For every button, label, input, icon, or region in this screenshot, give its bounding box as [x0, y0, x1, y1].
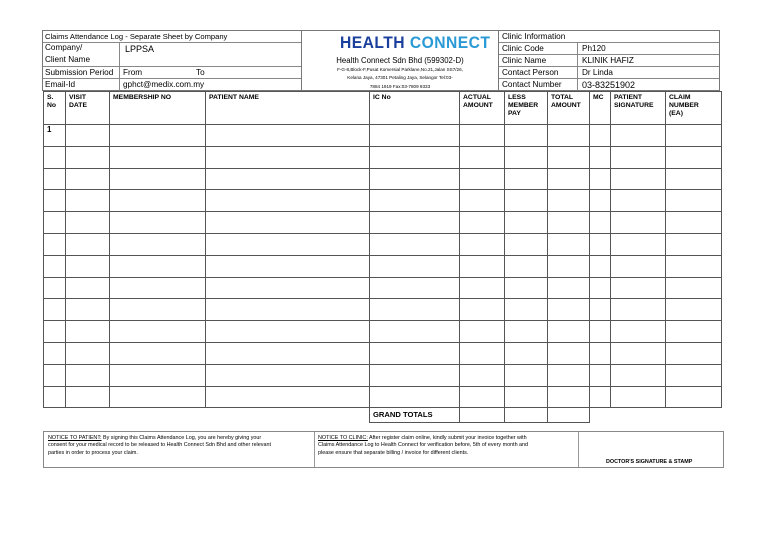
- cell-claim-number[interactable]: [666, 299, 722, 321]
- cell-mc[interactable]: [590, 299, 611, 321]
- brand-block: [302, 30, 498, 91]
- cell-membership-no[interactable]: [110, 364, 206, 386]
- cell-s-no[interactable]: [44, 342, 66, 364]
- cell-actual-amount[interactable]: [460, 233, 505, 255]
- cell-patient-name[interactable]: [206, 190, 370, 212]
- cell-claim-number[interactable]: [666, 277, 722, 299]
- cell-membership-no[interactable]: [110, 386, 206, 408]
- cell-less-member-pay[interactable]: [505, 125, 548, 147]
- cell-total-amount[interactable]: [548, 321, 590, 343]
- cell-ic-no[interactable]: [370, 277, 460, 299]
- cell-less-member-pay[interactable]: [505, 364, 548, 386]
- column-header-total-amount: TOTAL AMOUNT: [548, 92, 590, 125]
- cell-visit-date[interactable]: [66, 190, 110, 212]
- cell-total-amount[interactable]: [548, 212, 590, 234]
- cell-patient-signature[interactable]: [611, 212, 666, 234]
- cell-less-member-pay[interactable]: [505, 190, 548, 212]
- cell-mc[interactable]: [590, 342, 611, 364]
- column-header-mc: MC: [590, 92, 611, 125]
- cell-total-amount[interactable]: [548, 233, 590, 255]
- cell-total-amount[interactable]: [548, 125, 590, 147]
- cell-visit-date[interactable]: [66, 255, 110, 277]
- client-label: Client Name: [45, 55, 91, 64]
- cell-membership-no[interactable]: [110, 146, 206, 168]
- cell-ic-no[interactable]: [370, 299, 460, 321]
- cell-s-no[interactable]: [44, 299, 66, 321]
- cell-ic-no[interactable]: [370, 255, 460, 277]
- company-value: LPPSA: [125, 44, 155, 54]
- cell-claim-number[interactable]: [666, 146, 722, 168]
- clinic-info-block: [498, 30, 720, 91]
- cell-patient-name[interactable]: [206, 342, 370, 364]
- cell-total-amount[interactable]: [548, 277, 590, 299]
- cell-mc[interactable]: [590, 125, 611, 147]
- cell-patient-signature[interactable]: [611, 277, 666, 299]
- column-header-actual-amount: ACTUAL AMOUNT: [460, 92, 505, 125]
- header-left-block: [42, 30, 302, 91]
- cell-less-member-pay[interactable]: [505, 342, 548, 364]
- column-header-less-member-pay: LESS MEMBER PAY: [505, 92, 548, 125]
- cell-patient-name[interactable]: [206, 321, 370, 343]
- cell-s-no[interactable]: [44, 233, 66, 255]
- contact-number-value: 03-83251902: [582, 80, 636, 90]
- cell-visit-date[interactable]: [66, 277, 110, 299]
- table-row: [44, 364, 722, 386]
- cell-visit-date[interactable]: [66, 386, 110, 408]
- cell-s-no[interactable]: [44, 321, 66, 343]
- grand-totals-label: GRAND TOTALS: [370, 408, 460, 423]
- cell-ic-no[interactable]: [370, 212, 460, 234]
- column-header-membership-no: MEMBERSHIP NO: [110, 92, 206, 125]
- cell-mc[interactable]: [590, 364, 611, 386]
- notice-to-clinic: NOTICE TO CLINIC: After register claim online, kindly submit your invoice together with Claims Attendance Log to Health Connect for verification before, 5th of every month and please ensure that separate billing / invoice for different clients.: [318, 435, 529, 456]
- cell-less-member-pay[interactable]: [505, 277, 548, 299]
- cell-claim-number[interactable]: [666, 168, 722, 190]
- cell-mc[interactable]: [590, 233, 611, 255]
- cell-visit-date[interactable]: [66, 233, 110, 255]
- table-row: [44, 190, 722, 212]
- cell-s-no[interactable]: [44, 364, 66, 386]
- grand-totals-spacer-right: [590, 408, 722, 423]
- cell-claim-number[interactable]: [666, 342, 722, 364]
- cell-patient-signature[interactable]: [611, 386, 666, 408]
- cell-ic-no[interactable]: [370, 342, 460, 364]
- cell-total-amount[interactable]: [548, 190, 590, 212]
- cell-claim-number[interactable]: [666, 190, 722, 212]
- doctor-signature-label: DOCTOR'S SIGNATURE & STAMP: [606, 459, 693, 465]
- cell-s-no[interactable]: [44, 146, 66, 168]
- cell-claim-number[interactable]: [666, 321, 722, 343]
- cell-membership-no[interactable]: [110, 299, 206, 321]
- cell-s-no[interactable]: [44, 168, 66, 190]
- cell-mc[interactable]: [590, 190, 611, 212]
- cell-patient-name[interactable]: [206, 168, 370, 190]
- cell-membership-no[interactable]: [110, 342, 206, 364]
- cell-actual-amount[interactable]: [460, 212, 505, 234]
- submission-period-label: Submission Period: [45, 68, 114, 77]
- cell-less-member-pay[interactable]: [505, 321, 548, 343]
- cell-membership-no[interactable]: [110, 255, 206, 277]
- cell-patient-name[interactable]: [206, 299, 370, 321]
- cell-s-no[interactable]: [44, 190, 66, 212]
- table-row: [44, 386, 722, 408]
- cell-claim-number[interactable]: [666, 233, 722, 255]
- from-label: From: [123, 68, 143, 77]
- cell-membership-no[interactable]: [110, 233, 206, 255]
- cell-less-member-pay[interactable]: [505, 255, 548, 277]
- cell-total-amount[interactable]: [548, 364, 590, 386]
- cell-patient-name[interactable]: [206, 146, 370, 168]
- cell-mc[interactable]: [590, 168, 611, 190]
- cell-s-no[interactable]: [44, 386, 66, 408]
- cell-actual-amount[interactable]: [460, 342, 505, 364]
- cell-patient-signature[interactable]: [611, 233, 666, 255]
- cell-mc[interactable]: [590, 255, 611, 277]
- cell-visit-date[interactable]: [66, 299, 110, 321]
- cell-patient-signature[interactable]: [611, 321, 666, 343]
- cell-total-amount[interactable]: [548, 168, 590, 190]
- cell-patient-signature[interactable]: [611, 168, 666, 190]
- cell-membership-no[interactable]: [110, 212, 206, 234]
- cell-claim-number[interactable]: [666, 364, 722, 386]
- cell-less-member-pay[interactable]: [505, 299, 548, 321]
- cell-less-member-pay[interactable]: [505, 146, 548, 168]
- email-value: gphct@medix.com.my: [123, 80, 205, 89]
- cell-mc[interactable]: [590, 277, 611, 299]
- cell-patient-signature[interactable]: [611, 342, 666, 364]
- cell-visit-date[interactable]: [66, 212, 110, 234]
- cell-membership-no[interactable]: [110, 125, 206, 147]
- cell-visit-date[interactable]: [66, 146, 110, 168]
- total-less-member-pay[interactable]: [505, 408, 548, 423]
- company-label: Company/: [45, 43, 83, 52]
- email-label: Email-Id: [45, 80, 76, 89]
- grand-totals-row: [44, 408, 722, 423]
- cell-membership-no[interactable]: [110, 190, 206, 212]
- company-name: Health Connect Sdn Bhd (599302-D): [336, 56, 464, 65]
- table-row: [44, 146, 722, 168]
- table-row: [44, 125, 722, 147]
- cell-visit-date[interactable]: [66, 168, 110, 190]
- cell-patient-signature[interactable]: [611, 125, 666, 147]
- notice-to-patient: NOTICE TO PATIENT: By signing this Claims Attendance Log, you are hereby giving your consent for your medical record to be released to Health Connect Sdn Bhd and other relevant parties in order to process your claim.: [48, 435, 271, 456]
- contact-number-label: Contact Number: [502, 80, 562, 89]
- cell-ic-no[interactable]: [370, 364, 460, 386]
- table-row: [44, 342, 722, 364]
- cell-claim-number[interactable]: [666, 255, 722, 277]
- address-line-2: Kelana Jaya, 47301 Petaling Jaya, Selangor Tel:03-: [347, 75, 453, 80]
- clinic-name-value: KLINIK HAFIZ: [582, 56, 634, 65]
- cell-less-member-pay[interactable]: [505, 168, 548, 190]
- cell-actual-amount[interactable]: [460, 168, 505, 190]
- clinic-code-value: Ph120: [582, 44, 606, 53]
- cell-actual-amount[interactable]: [460, 321, 505, 343]
- column-header-claim-number: CLAIM NUMBER (EA): [666, 92, 722, 125]
- cell-mc[interactable]: [590, 321, 611, 343]
- cell-total-amount[interactable]: [548, 255, 590, 277]
- claims-log-table: [43, 91, 722, 423]
- cell-total-amount[interactable]: [548, 342, 590, 364]
- cell-less-member-pay[interactable]: [505, 386, 548, 408]
- clinic-info-title: Clinic Information: [502, 32, 566, 41]
- cell-actual-amount[interactable]: [460, 364, 505, 386]
- column-header-ic-no: IC No: [370, 92, 460, 125]
- total-actual-amount[interactable]: [460, 408, 505, 423]
- table-row: [44, 299, 722, 321]
- cell-less-member-pay[interactable]: [505, 233, 548, 255]
- cell-visit-date[interactable]: [66, 125, 110, 147]
- cell-actual-amount[interactable]: [460, 255, 505, 277]
- cell-visit-date[interactable]: [66, 364, 110, 386]
- column-header-visit-date: VISIT DATE: [66, 92, 110, 125]
- cell-total-amount[interactable]: [548, 386, 590, 408]
- cell-total-amount[interactable]: [548, 146, 590, 168]
- form-title: Claims Attendance Log - Separate Sheet by Company: [45, 32, 228, 41]
- health-connect-logo: HEALTH CONNECT: [340, 33, 491, 52]
- column-header-patient-signature: PATIENT SIGNATURE: [611, 92, 666, 125]
- cell-actual-amount[interactable]: [460, 190, 505, 212]
- cell-ic-no[interactable]: [370, 190, 460, 212]
- cell-patient-name[interactable]: [206, 125, 370, 147]
- cell-claim-number[interactable]: [666, 125, 722, 147]
- cell-patient-signature[interactable]: [611, 146, 666, 168]
- contact-person-value: Dr Linda: [582, 68, 613, 77]
- cell-actual-amount[interactable]: [460, 299, 505, 321]
- cell-ic-no[interactable]: [370, 386, 460, 408]
- cell-claim-number[interactable]: [666, 212, 722, 234]
- cell-patient-name[interactable]: [206, 255, 370, 277]
- cell-patient-name[interactable]: [206, 386, 370, 408]
- cell-claim-number[interactable]: [666, 386, 722, 408]
- cell-mc[interactable]: [590, 212, 611, 234]
- cell-patient-name[interactable]: [206, 233, 370, 255]
- cell-less-member-pay[interactable]: [505, 212, 548, 234]
- cell-ic-no[interactable]: [370, 233, 460, 255]
- notices-block: [43, 431, 724, 468]
- cell-s-no[interactable]: 1: [44, 125, 66, 147]
- cell-patient-signature[interactable]: [611, 190, 666, 212]
- grand-totals-spacer: [44, 408, 370, 423]
- column-header-patient-name: PATIENT NAME: [206, 92, 370, 125]
- cell-patient-name[interactable]: [206, 212, 370, 234]
- cell-actual-amount[interactable]: [460, 125, 505, 147]
- table-row: [44, 277, 722, 299]
- table-row: [44, 233, 722, 255]
- cell-actual-amount[interactable]: [460, 386, 505, 408]
- table-row: [44, 212, 722, 234]
- cell-patient-signature[interactable]: [611, 364, 666, 386]
- address-line-1: F-G-8,Block-F,Pusat Komersial Parklane,No.21,Jalan SS7/26,: [337, 67, 463, 72]
- cell-s-no[interactable]: [44, 277, 66, 299]
- cell-ic-no[interactable]: [370, 125, 460, 147]
- cell-actual-amount[interactable]: [460, 146, 505, 168]
- cell-membership-no[interactable]: [110, 168, 206, 190]
- clinic-name-label: Clinic Name: [502, 56, 547, 65]
- cell-patient-signature[interactable]: [611, 255, 666, 277]
- table-header-row: [44, 92, 722, 125]
- table-row: [44, 255, 722, 277]
- cell-mc[interactable]: [590, 146, 611, 168]
- cell-patient-signature[interactable]: [611, 299, 666, 321]
- address-line-3: 7884 1919 Fax:03-7809 9333: [369, 84, 431, 89]
- cell-patient-name[interactable]: [206, 364, 370, 386]
- cell-membership-no[interactable]: [110, 277, 206, 299]
- column-header-s-no: S. No: [44, 92, 66, 125]
- cell-membership-no[interactable]: [110, 321, 206, 343]
- cell-actual-amount[interactable]: [460, 277, 505, 299]
- cell-s-no[interactable]: [44, 212, 66, 234]
- cell-s-no[interactable]: [44, 255, 66, 277]
- total-amount[interactable]: [548, 408, 590, 423]
- cell-patient-name[interactable]: [206, 277, 370, 299]
- cell-ic-no[interactable]: [370, 168, 460, 190]
- cell-visit-date[interactable]: [66, 342, 110, 364]
- clinic-code-label: Clinic Code: [502, 44, 544, 53]
- cell-ic-no[interactable]: [370, 146, 460, 168]
- cell-ic-no[interactable]: [370, 321, 460, 343]
- to-label: To: [196, 68, 205, 77]
- cell-mc[interactable]: [590, 386, 611, 408]
- contact-person-label: Contact Person: [502, 68, 559, 77]
- cell-visit-date[interactable]: [66, 321, 110, 343]
- cell-total-amount[interactable]: [548, 299, 590, 321]
- table-row: [44, 321, 722, 343]
- table-row: [44, 168, 722, 190]
